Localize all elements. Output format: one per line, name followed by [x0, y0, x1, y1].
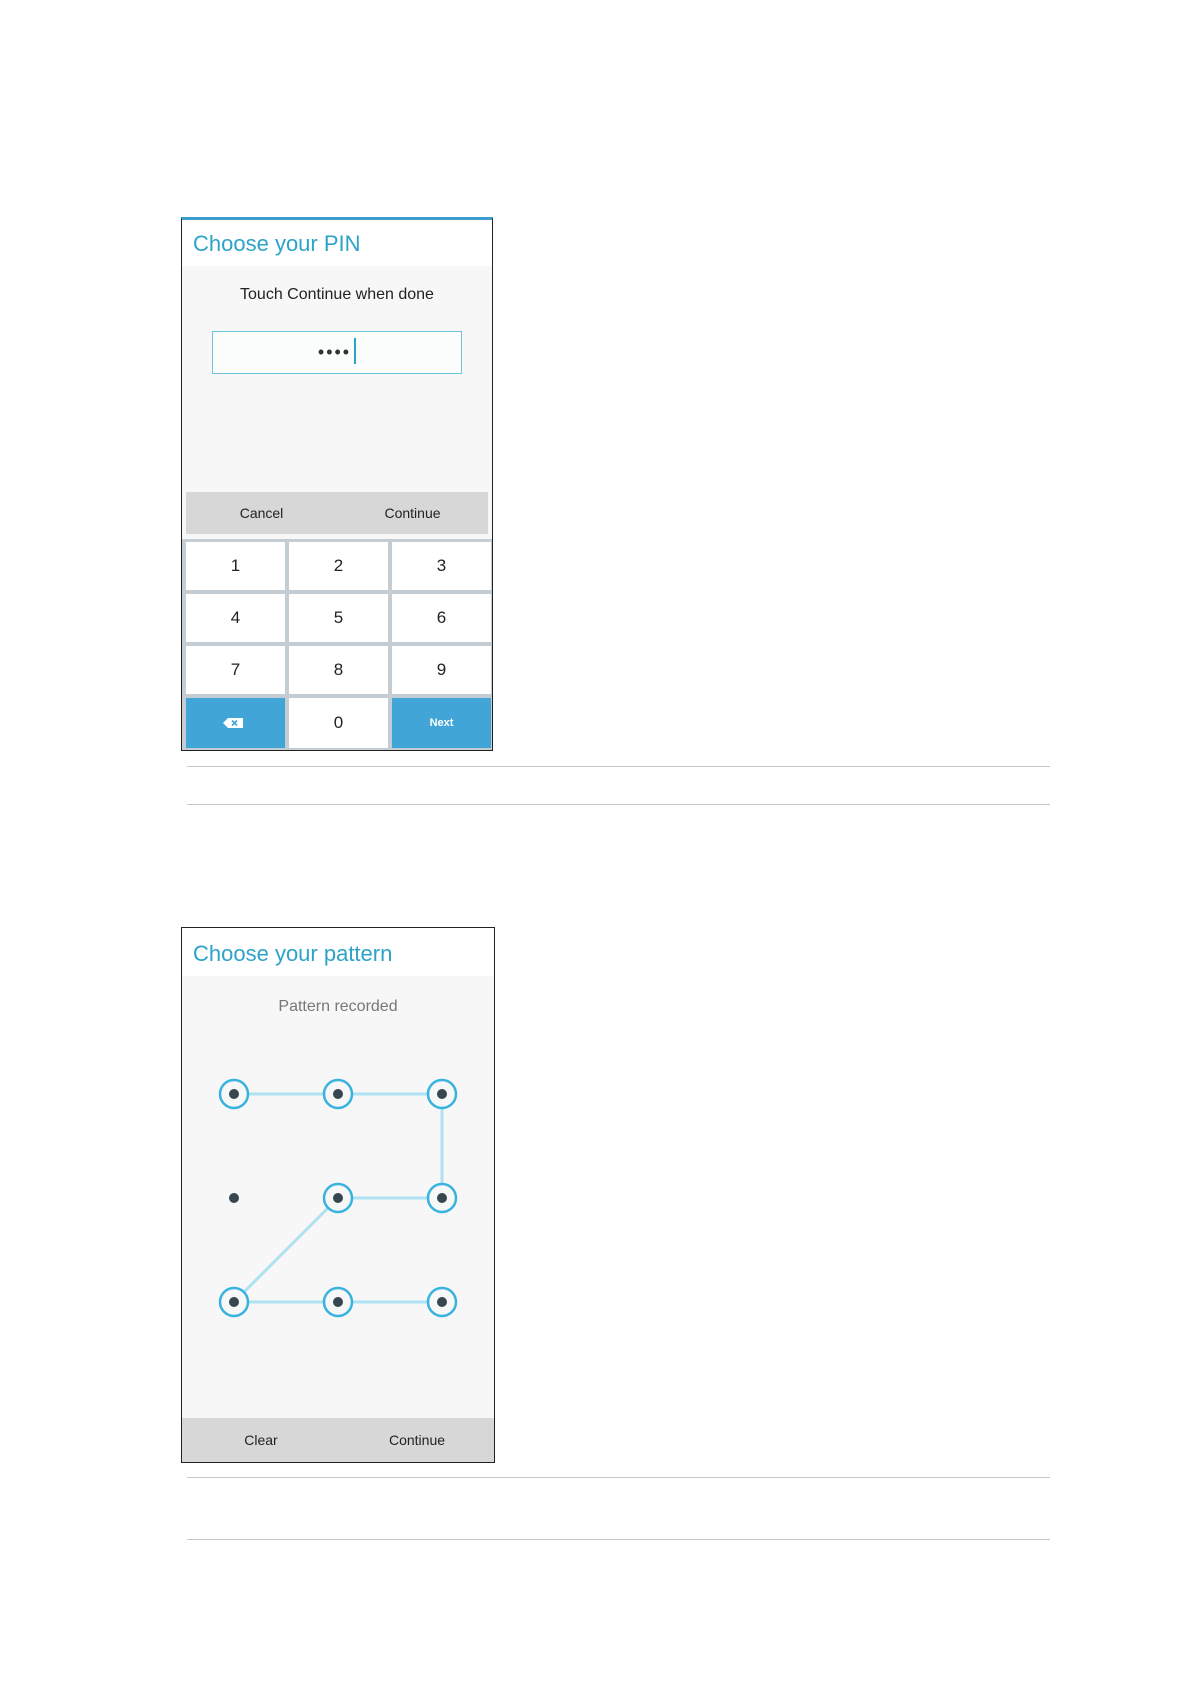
pattern-node-3[interactable]	[428, 1080, 456, 1108]
key-5[interactable]: 5	[289, 594, 388, 642]
cancel-button[interactable]: Cancel	[239, 505, 284, 521]
divider	[187, 804, 1050, 805]
key-4[interactable]: 4	[186, 594, 285, 642]
pattern-node-8[interactable]	[324, 1288, 352, 1316]
key-6[interactable]: 6	[392, 594, 491, 642]
pattern-status: Pattern recorded	[278, 998, 398, 1015]
backspace-icon	[186, 698, 285, 748]
pattern-dot	[229, 1193, 239, 1203]
pattern-dot	[229, 1297, 239, 1307]
pin-screen	[181, 217, 493, 751]
text-caret	[354, 338, 356, 364]
pattern-node-1[interactable]	[220, 1080, 248, 1108]
pattern-dot	[437, 1193, 447, 1203]
pattern-node-5[interactable]	[324, 1184, 352, 1212]
pattern-segment	[234, 1198, 338, 1302]
numeric-keypad	[182, 539, 492, 750]
pattern-dot	[437, 1089, 447, 1099]
backspace-key[interactable]	[186, 698, 285, 748]
pattern-grid[interactable]	[182, 928, 494, 1462]
pattern-node-7[interactable]	[220, 1288, 248, 1316]
pin-continue-button[interactable]: Continue	[384, 505, 441, 521]
pattern-dot	[333, 1193, 343, 1203]
pin-action-bar	[186, 492, 488, 534]
key-3[interactable]: 3	[392, 542, 491, 590]
pattern-screen	[181, 927, 495, 1463]
pattern-dot	[333, 1089, 343, 1099]
pattern-node-6[interactable]	[428, 1184, 456, 1212]
key-9[interactable]: 9	[392, 646, 491, 694]
pin-instruction: Touch Continue when done	[240, 286, 434, 303]
pin-title-bar	[182, 220, 492, 266]
key-1[interactable]: 1	[186, 542, 285, 590]
pattern-node-2[interactable]	[324, 1080, 352, 1108]
pattern-dot	[229, 1089, 239, 1099]
next-key[interactable]: Next	[392, 698, 491, 748]
pattern-node-4[interactable]	[229, 1193, 239, 1203]
key-8[interactable]: 8	[289, 646, 388, 694]
key-7[interactable]: 7	[186, 646, 285, 694]
pin-value: ••••	[317, 342, 352, 362]
divider	[187, 766, 1050, 767]
divider	[187, 1477, 1050, 1478]
pin-input[interactable]	[212, 331, 462, 374]
divider	[187, 1539, 1050, 1540]
pin-title: Choose your PIN	[193, 231, 361, 256]
pattern-dot	[437, 1297, 447, 1307]
pattern-title: Choose your pattern	[193, 941, 393, 966]
pattern-continue-button[interactable]: Continue	[388, 1432, 446, 1448]
pattern-action-bar	[182, 1418, 494, 1462]
pattern-dot	[333, 1297, 343, 1307]
pattern-node-9[interactable]	[428, 1288, 456, 1316]
key-2[interactable]: 2	[289, 542, 388, 590]
clear-button[interactable]: Clear	[244, 1432, 278, 1448]
key-0[interactable]: 0	[289, 698, 388, 748]
